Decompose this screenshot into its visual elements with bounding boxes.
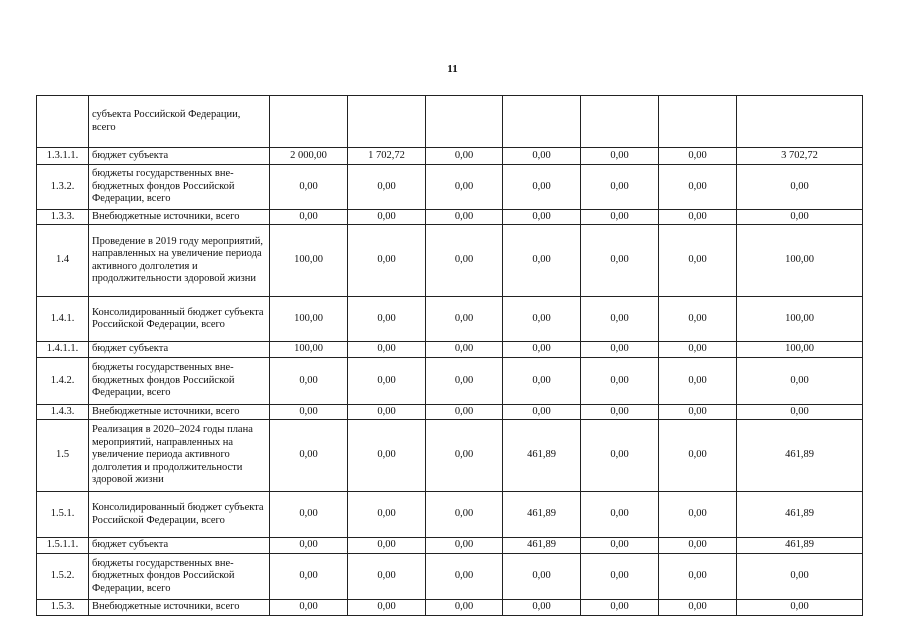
value-cell: 0,00 <box>348 420 426 492</box>
value-cell: 0,00 <box>270 554 348 600</box>
value-cell: 100,00 <box>270 297 348 342</box>
value-cell: 0,00 <box>270 492 348 538</box>
budget-table <box>36 95 863 616</box>
value-cell: 0,00 <box>426 420 503 492</box>
table-row <box>37 600 863 616</box>
value-cell: 461,89 <box>737 492 863 538</box>
value-cell: 0,00 <box>659 538 737 554</box>
value-cell: 0,00 <box>659 358 737 405</box>
value-cell: 100,00 <box>737 225 863 297</box>
row-code-cell <box>37 96 89 148</box>
value-cell: 0,00 <box>659 600 737 616</box>
value-cell: 0,00 <box>426 538 503 554</box>
table-row <box>37 538 863 554</box>
value-cell: 0,00 <box>426 358 503 405</box>
value-cell: 0,00 <box>737 405 863 420</box>
value-cell: 0,00 <box>581 600 659 616</box>
value-cell <box>270 96 348 148</box>
value-cell: 0,00 <box>503 358 581 405</box>
value-cell: 100,00 <box>737 342 863 358</box>
row-code-cell: 1.4.1.1. <box>37 342 89 358</box>
value-cell: 0,00 <box>426 210 503 225</box>
table-row <box>37 405 863 420</box>
value-cell: 0,00 <box>426 148 503 165</box>
value-cell: 0,00 <box>348 600 426 616</box>
row-name-cell: Консолидированный бюджет субъекта Российской Федерации, всего <box>89 492 270 538</box>
value-cell: 0,00 <box>503 165 581 210</box>
value-cell: 0,00 <box>348 165 426 210</box>
value-cell: 100,00 <box>270 225 348 297</box>
row-name-cell: Проведение в 2019 году мероприятий, направленных на увеличение периода активного долголетия и продолжительности здоровой жизни <box>89 225 270 297</box>
value-cell: 0,00 <box>426 554 503 600</box>
value-cell: 0,00 <box>348 342 426 358</box>
page-number: 11 <box>447 63 458 75</box>
value-cell: 461,89 <box>503 538 581 554</box>
value-cell: 0,00 <box>659 165 737 210</box>
value-cell: 0,00 <box>581 538 659 554</box>
row-code-cell: 1.5 <box>37 420 89 492</box>
value-cell: 0,00 <box>348 358 426 405</box>
table-row <box>37 342 863 358</box>
value-cell <box>659 96 737 148</box>
value-cell: 0,00 <box>270 210 348 225</box>
value-cell: 0,00 <box>503 405 581 420</box>
value-cell: 0,00 <box>737 600 863 616</box>
row-name-cell: бюджет субъекта <box>89 148 270 165</box>
value-cell: 0,00 <box>348 297 426 342</box>
value-cell: 0,00 <box>581 210 659 225</box>
value-cell: 100,00 <box>270 342 348 358</box>
value-cell: 0,00 <box>426 492 503 538</box>
row-code-cell: 1.4.3. <box>37 405 89 420</box>
row-name-cell: Реализация в 2020–2024 годы плана мероприятий, направленных на увеличение периода активного долголетия и продолжительности здоровой жизни <box>89 420 270 492</box>
value-cell: 0,00 <box>581 148 659 165</box>
row-name-cell: бюджеты государственных вне-бюджетных фондов Российской Федерации, всего <box>89 165 270 210</box>
row-code-cell: 1.3.1.1. <box>37 148 89 165</box>
row-name-cell: бюджет субъекта <box>89 342 270 358</box>
value-cell: 0,00 <box>426 297 503 342</box>
value-cell: 0,00 <box>659 297 737 342</box>
row-name-cell: субъекта Российской Федерации, всего <box>89 96 270 148</box>
value-cell <box>737 96 863 148</box>
value-cell: 2 000,00 <box>270 148 348 165</box>
value-cell: 0,00 <box>503 297 581 342</box>
table-row <box>37 96 863 148</box>
value-cell: 0,00 <box>659 420 737 492</box>
value-cell: 0,00 <box>581 297 659 342</box>
value-cell: 0,00 <box>659 342 737 358</box>
value-cell <box>503 96 581 148</box>
value-cell: 0,00 <box>659 210 737 225</box>
value-cell: 0,00 <box>348 554 426 600</box>
value-cell: 0,00 <box>426 405 503 420</box>
value-cell: 0,00 <box>581 405 659 420</box>
value-cell: 0,00 <box>503 600 581 616</box>
value-cell: 0,00 <box>737 358 863 405</box>
table-row <box>37 492 863 538</box>
row-name-cell: бюджеты государственных вне-бюджетных фондов Российской Федерации, всего <box>89 358 270 405</box>
table-row <box>37 210 863 225</box>
value-cell: 0,00 <box>348 538 426 554</box>
value-cell: 0,00 <box>270 405 348 420</box>
table-row <box>37 554 863 600</box>
row-code-cell: 1.3.3. <box>37 210 89 225</box>
table-row <box>37 165 863 210</box>
row-code-cell: 1.4.1. <box>37 297 89 342</box>
value-cell: 0,00 <box>659 225 737 297</box>
value-cell: 0,00 <box>581 420 659 492</box>
row-code-cell: 1.3.2. <box>37 165 89 210</box>
value-cell: 0,00 <box>503 148 581 165</box>
value-cell: 100,00 <box>737 297 863 342</box>
value-cell: 0,00 <box>348 210 426 225</box>
row-name-cell: Внебюджетные источники, всего <box>89 210 270 225</box>
value-cell: 1 702,72 <box>348 148 426 165</box>
row-code-cell: 1.5.1.1. <box>37 538 89 554</box>
value-cell: 0,00 <box>737 554 863 600</box>
row-code-cell: 1.4 <box>37 225 89 297</box>
value-cell: 0,00 <box>503 210 581 225</box>
table-row <box>37 420 863 492</box>
value-cell: 0,00 <box>426 165 503 210</box>
budget-table-body <box>37 96 863 616</box>
value-cell: 0,00 <box>659 554 737 600</box>
row-code-cell: 1.5.3. <box>37 600 89 616</box>
value-cell: 3 702,72 <box>737 148 863 165</box>
value-cell: 0,00 <box>581 492 659 538</box>
value-cell: 0,00 <box>270 420 348 492</box>
value-cell: 0,00 <box>503 554 581 600</box>
value-cell: 0,00 <box>348 492 426 538</box>
row-code-cell: 1.5.1. <box>37 492 89 538</box>
value-cell: 0,00 <box>426 342 503 358</box>
value-cell: 0,00 <box>581 342 659 358</box>
value-cell: 461,89 <box>503 492 581 538</box>
value-cell <box>581 96 659 148</box>
value-cell: 0,00 <box>581 165 659 210</box>
value-cell: 0,00 <box>348 225 426 297</box>
value-cell: 0,00 <box>581 358 659 405</box>
value-cell: 0,00 <box>737 165 863 210</box>
row-name-cell: Внебюджетные источники, всего <box>89 405 270 420</box>
value-cell: 0,00 <box>503 342 581 358</box>
value-cell: 0,00 <box>737 210 863 225</box>
table-row <box>37 148 863 165</box>
value-cell: 461,89 <box>737 420 863 492</box>
value-cell <box>348 96 426 148</box>
row-name-cell: бюджеты государственных вне-бюджетных фондов Российской Федерации, всего <box>89 554 270 600</box>
value-cell: 0,00 <box>270 600 348 616</box>
value-cell <box>426 96 503 148</box>
value-cell: 461,89 <box>737 538 863 554</box>
value-cell: 0,00 <box>659 148 737 165</box>
row-name-cell: Консолидированный бюджет субъекта Российской Федерации, всего <box>89 297 270 342</box>
row-code-cell: 1.5.2. <box>37 554 89 600</box>
value-cell: 0,00 <box>659 492 737 538</box>
value-cell: 0,00 <box>659 405 737 420</box>
value-cell: 0,00 <box>270 358 348 405</box>
table-row <box>37 297 863 342</box>
value-cell: 0,00 <box>426 600 503 616</box>
row-code-cell: 1.4.2. <box>37 358 89 405</box>
value-cell: 0,00 <box>270 165 348 210</box>
table-row <box>37 225 863 297</box>
row-name-cell: бюджет субъекта <box>89 538 270 554</box>
value-cell: 0,00 <box>581 554 659 600</box>
value-cell: 0,00 <box>581 225 659 297</box>
value-cell: 461,89 <box>503 420 581 492</box>
value-cell: 0,00 <box>503 225 581 297</box>
row-name-cell: Внебюджетные источники, всего <box>89 600 270 616</box>
value-cell: 0,00 <box>348 405 426 420</box>
table-row <box>37 358 863 405</box>
value-cell: 0,00 <box>426 225 503 297</box>
value-cell: 0,00 <box>270 538 348 554</box>
